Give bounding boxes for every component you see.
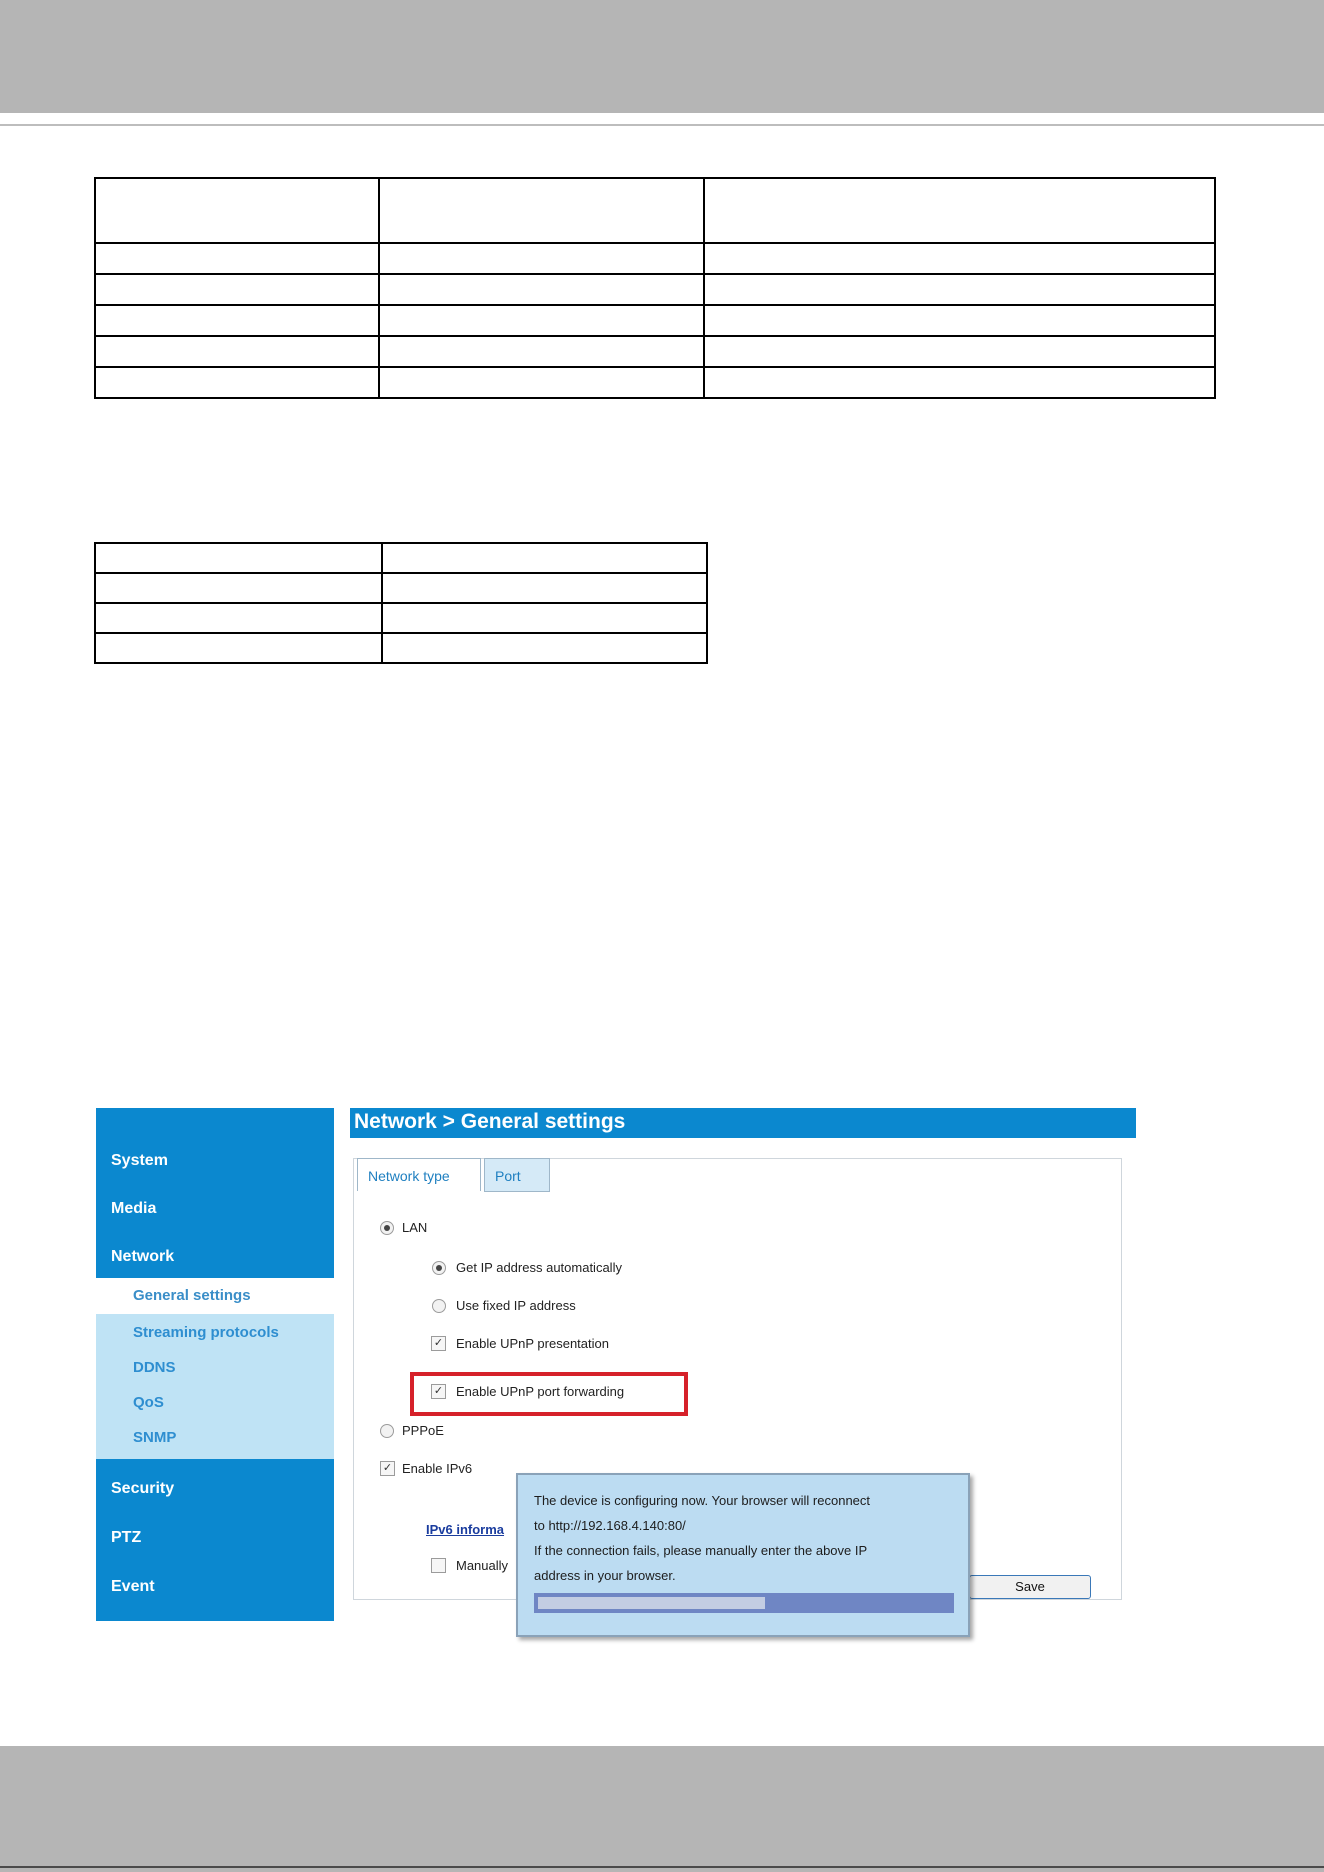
network-settings-screenshot [96, 1108, 1136, 1621]
upnp-presentation-label: Enable UPnP presentation [456, 1336, 609, 1351]
sidebar-item-ddns[interactable]: DDNS [133, 1359, 176, 1376]
empty-table-2 [94, 542, 708, 664]
table-cell [95, 305, 379, 336]
table-cell [704, 178, 1215, 243]
tab-network-type[interactable] [357, 1158, 481, 1191]
dialog-message-line: to http://192.168.4.140:80/ [534, 1518, 686, 1533]
page-header-band [0, 0, 1324, 113]
table-cell [95, 573, 382, 603]
get-ip-auto-label: Get IP address automatically [456, 1260, 622, 1275]
header-rule [0, 124, 1324, 126]
sidebar-item-network[interactable]: Network [111, 1248, 175, 1265]
table-cell [382, 603, 707, 633]
sidebar-item-qos[interactable]: QoS [133, 1394, 164, 1411]
upnp-forwarding-checkbox[interactable]: ✓ [431, 1384, 446, 1399]
manually-checkbox[interactable] [431, 1558, 446, 1573]
ipv6-information-link[interactable]: IPv6 informa [426, 1522, 505, 1537]
fixed-ip-label: Use fixed IP address [456, 1298, 576, 1313]
lan-label: LAN [402, 1220, 428, 1235]
table-cell [95, 543, 382, 573]
reconnect-dialog [516, 1473, 970, 1637]
table-cell [379, 336, 704, 367]
get-ip-auto-radio[interactable] [432, 1261, 446, 1275]
sidebar-item-streaming-protocols[interactable]: Streaming protocols [133, 1324, 279, 1341]
sidebar-item-media[interactable]: Media [111, 1200, 157, 1217]
table-cell [382, 633, 707, 663]
table-cell [95, 178, 379, 243]
table-cell [379, 243, 704, 274]
table-cell [379, 367, 704, 398]
pppoe-radio[interactable] [380, 1424, 394, 1438]
table-cell [382, 573, 707, 603]
table-cell [95, 633, 382, 663]
tab-port[interactable] [484, 1158, 550, 1192]
manually-label: Manually [456, 1558, 509, 1573]
page-footer-band [0, 1746, 1324, 1872]
tab-label: Network type [368, 1168, 450, 1184]
table-cell [95, 243, 379, 274]
lan-radio[interactable] [380, 1221, 394, 1235]
page-title: Network > General settings [354, 1110, 626, 1133]
sidebar-item-general-settings[interactable] [96, 1278, 334, 1314]
table-cell [704, 336, 1215, 367]
progress-bar [534, 1593, 954, 1613]
dialog-message-line: address in your browser. [534, 1568, 676, 1583]
sidebar-item-event[interactable]: Event [111, 1578, 155, 1595]
sidebar [96, 1108, 334, 1621]
ipv6-label: Enable IPv6 [402, 1461, 473, 1476]
ipv6-checkbox[interactable]: ✓ [380, 1461, 395, 1476]
table-cell [379, 305, 704, 336]
fixed-ip-radio[interactable] [432, 1299, 446, 1313]
sidebar-item-snmp[interactable]: SNMP [133, 1429, 177, 1446]
table-cell [704, 274, 1215, 305]
table-cell [95, 603, 382, 633]
table-cell [379, 178, 704, 243]
sidebar-item-system[interactable]: System [111, 1152, 168, 1169]
sidebar-item-label: General settings [133, 1287, 251, 1304]
table-cell [95, 367, 379, 398]
footer-rule [0, 1866, 1324, 1868]
progress-bar-fill [538, 1597, 765, 1609]
save-button[interactable]: Save [969, 1575, 1091, 1599]
dialog-message-line: If the connection fails, please manually enter the above IP [534, 1543, 868, 1558]
table-cell [704, 367, 1215, 398]
page-title-bar [350, 1108, 1136, 1138]
sidebar-submenu [96, 1278, 334, 1459]
sidebar-item-ptz[interactable]: PTZ [111, 1529, 142, 1546]
tab-label: Port [495, 1168, 521, 1184]
table-cell [95, 274, 379, 305]
table-cell [704, 243, 1215, 274]
table-cell [379, 274, 704, 305]
table-cell [382, 543, 707, 573]
upnp-forwarding-label: Enable UPnP port forwarding [456, 1384, 625, 1399]
table-cell [704, 305, 1215, 336]
upnp-presentation-checkbox[interactable]: ✓ [431, 1336, 446, 1351]
empty-table-1 [94, 177, 1216, 399]
table-cell [95, 336, 379, 367]
sidebar-item-security[interactable]: Security [111, 1480, 175, 1497]
dialog-message-line: The device is configuring now. Your browser will reconnect [534, 1493, 871, 1508]
pppoe-label: PPPoE [402, 1423, 444, 1438]
